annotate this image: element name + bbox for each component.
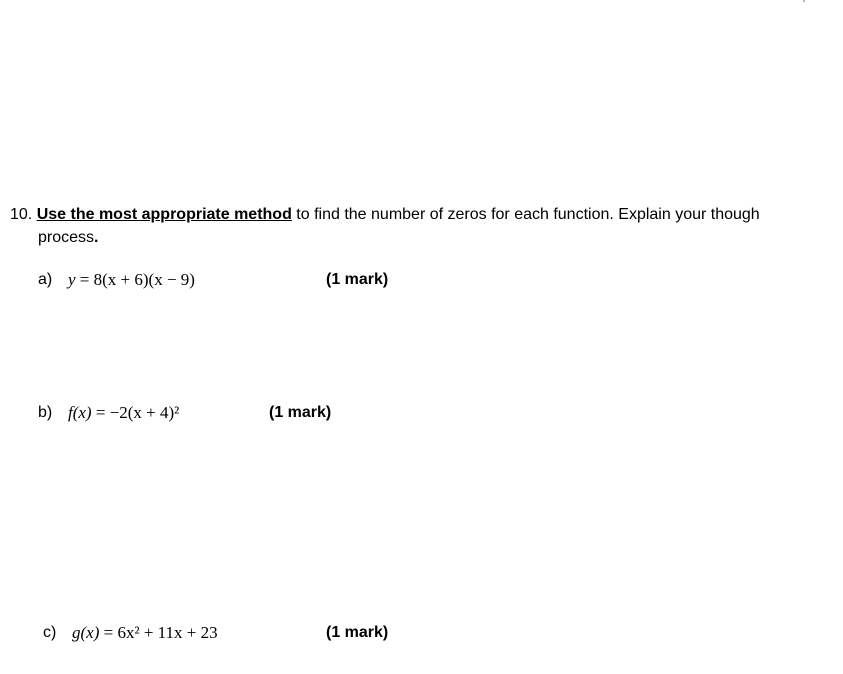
- question-line-1: [10, 203, 840, 226]
- equals-sign: =: [103, 623, 114, 642]
- question-period: .: [94, 229, 99, 246]
- expression-rhs: 6x² + 11x + 23: [117, 623, 218, 642]
- part-label: b): [38, 404, 53, 421]
- part-label: a): [38, 271, 53, 288]
- marks-label: (1 mark): [269, 404, 332, 421]
- function-expression: [68, 270, 195, 290]
- expression-rhs: 8(x + 6)(x − 9): [93, 270, 195, 289]
- part-a: [38, 270, 438, 292]
- question-10: [10, 203, 840, 249]
- corner-mark: [803, 0, 805, 2]
- expression-lhs: g(x): [72, 623, 100, 642]
- marks-label: (1 mark): [326, 271, 389, 288]
- part-label: c): [43, 624, 57, 641]
- expression-lhs: y: [68, 270, 76, 289]
- question-number: 10.: [10, 206, 33, 223]
- part-c: [43, 623, 443, 645]
- equals-sign: =: [79, 270, 90, 289]
- equals-sign: =: [95, 403, 106, 422]
- marks-label: (1 mark): [326, 624, 389, 641]
- function-expression: [68, 403, 179, 423]
- expression-lhs: f(x): [68, 403, 92, 422]
- question-text-continued: process: [38, 229, 95, 246]
- expression-rhs: −2(x + 4)²: [109, 403, 180, 422]
- question-instruction: Use the most appropriate method: [36, 206, 292, 223]
- question-line-2: [10, 226, 840, 249]
- question-text: to find the number of zeros for each function. Explain your though: [291, 206, 760, 223]
- part-b: [38, 403, 438, 425]
- function-expression: [72, 623, 218, 643]
